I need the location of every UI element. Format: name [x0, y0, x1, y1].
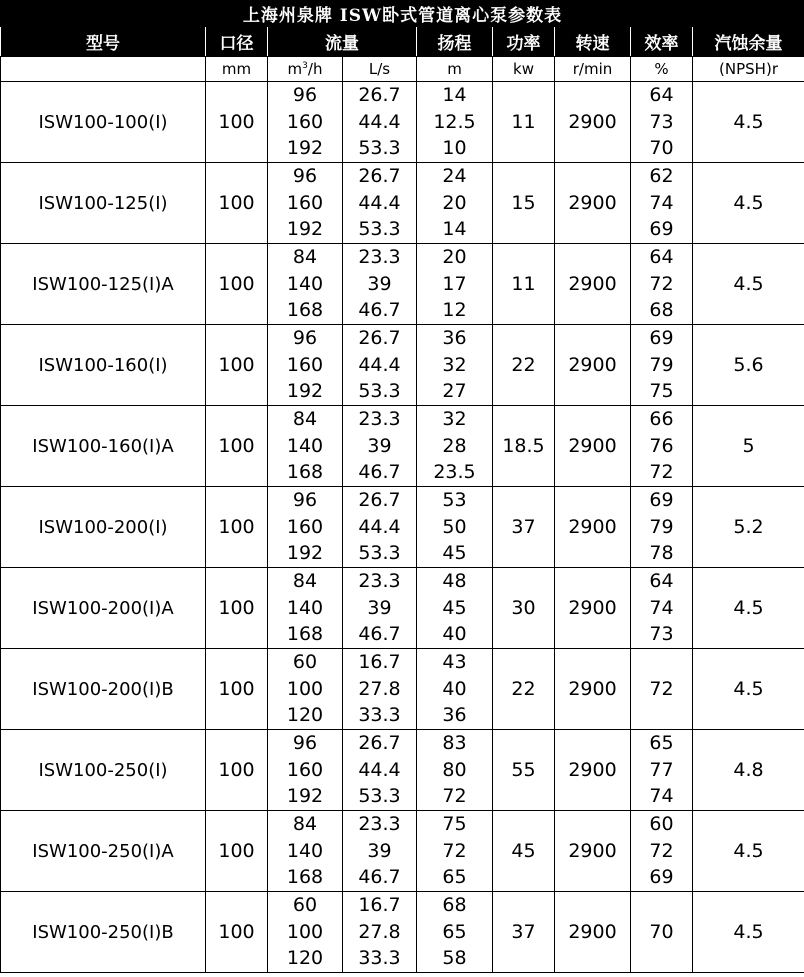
cell-model: ISW100-250(I)B: [1, 892, 206, 973]
cell-efficiency-value: 68: [649, 299, 674, 322]
cell-model: ISW100-160(I): [1, 325, 206, 406]
cell-model: ISW100-100(I): [1, 82, 206, 163]
cell-flow-ls-value: 39: [367, 434, 392, 457]
cell-head-value: 17: [442, 272, 467, 295]
cell-head-value: 83: [442, 732, 467, 754]
cell-head-value: 58: [442, 947, 467, 970]
cell-flow-ls: [343, 406, 417, 487]
cell-flow-m3h-value: 84: [292, 408, 318, 430]
cell-head-value: 14: [442, 84, 467, 106]
cell-flow-ls-value: 44.4: [358, 515, 401, 538]
cell-flow-ls: [343, 568, 417, 649]
cell-head: [417, 406, 493, 487]
cell-flow-ls-value: 39: [367, 596, 392, 619]
cell-flow-ls-value: 16.7: [358, 651, 401, 673]
cell-flow-ls: [343, 487, 417, 568]
unit-speed: r/min: [555, 57, 631, 82]
cell-flow-ls-value: 16.7: [358, 894, 401, 916]
cell-npsh: 4.5: [693, 892, 804, 973]
cell-head-value: 12: [442, 299, 467, 322]
cell-npsh: 5.2: [693, 487, 804, 568]
table-row: [1, 406, 804, 487]
header-flow: 流量: [268, 27, 417, 57]
cell-head-value: 45: [442, 542, 467, 565]
cell-flow-m3h-value: 192: [286, 380, 324, 403]
cell-power: 11: [493, 244, 555, 325]
cell-bore: 100: [206, 811, 268, 892]
cell-flow-m3h-value: 96: [292, 327, 318, 349]
cell-flow-m3h-value: 84: [292, 246, 318, 268]
cell-flow-m3h: [268, 730, 343, 811]
cell-flow-m3h-value: 120: [286, 704, 324, 727]
cell-flow-ls-value: 26.7: [358, 732, 401, 754]
cell-head-value: 48: [442, 570, 467, 592]
cell-speed: 2900: [555, 325, 631, 406]
cell-head: [417, 487, 493, 568]
cell-head-value: 20: [442, 246, 467, 268]
cell-head-value: 75: [442, 813, 467, 835]
cell-head-value: 53: [442, 489, 467, 511]
cell-flow-m3h-value: 140: [286, 434, 324, 457]
cell-power: 45: [493, 811, 555, 892]
cell-efficiency-value: 74: [649, 191, 674, 214]
cell-efficiency: [631, 244, 693, 325]
cell-head: [417, 82, 493, 163]
cell-flow-m3h-value: 140: [286, 596, 324, 619]
cell-model: ISW100-200(I): [1, 487, 206, 568]
table-row: [1, 244, 804, 325]
cell-npsh: 4.5: [693, 649, 804, 730]
cell-flow-ls-value: 27.8: [358, 920, 401, 943]
cell-flow-m3h-value: 140: [286, 839, 324, 862]
cell-speed: 2900: [555, 82, 631, 163]
table-row: [1, 163, 804, 244]
cell-flow-m3h-value: 120: [286, 947, 324, 970]
table-row: [1, 82, 804, 163]
cell-flow-m3h-value: 96: [292, 732, 318, 754]
cell-flow-m3h-value: 100: [286, 920, 324, 943]
header-speed: 转速: [555, 27, 631, 57]
cell-efficiency-value: 74: [649, 785, 674, 808]
cell-efficiency-value: 77: [649, 758, 674, 781]
cell-power: 15: [493, 163, 555, 244]
cell-bore: 100: [206, 163, 268, 244]
cell-flow-ls-value: 46.7: [358, 461, 401, 484]
table-row: [1, 325, 804, 406]
cell-flow-ls-value: 46.7: [358, 299, 401, 322]
cell-head-value: 36: [442, 327, 467, 349]
cell-head-value: 40: [442, 623, 467, 646]
cell-head: [417, 163, 493, 244]
cell-bore: 100: [206, 649, 268, 730]
cell-model: ISW100-125(I): [1, 163, 206, 244]
cell-flow-ls: [343, 892, 417, 973]
cell-efficiency-value: 72: [649, 461, 674, 484]
cell-flow-ls-value: 44.4: [358, 191, 401, 214]
cell-flow-ls-value: 53.3: [358, 542, 401, 565]
cell-head-value: 80: [442, 758, 467, 781]
cell-flow-ls-value: 44.4: [358, 353, 401, 376]
cell-efficiency-value: 72: [649, 272, 674, 295]
cell-head-value: 43: [442, 651, 467, 673]
cell-power: 22: [493, 325, 555, 406]
cell-efficiency: [631, 406, 693, 487]
cell-flow-ls-value: 46.7: [358, 866, 401, 889]
cell-head-value: 50: [442, 515, 467, 538]
cell-efficiency-value: 70: [649, 920, 674, 943]
cell-flow-m3h-value: 168: [286, 866, 324, 889]
cell-efficiency-value: 62: [649, 165, 674, 187]
header-row: [1, 27, 804, 57]
table-title: 上海州泉牌 ISW卧式管道离心泵参数表: [1, 1, 804, 27]
cell-npsh: 5: [693, 406, 804, 487]
cell-npsh: 4.5: [693, 163, 804, 244]
cell-power: 55: [493, 730, 555, 811]
cell-head-value: 23.5: [433, 461, 476, 484]
cell-efficiency-value: 64: [649, 84, 674, 106]
cell-flow-m3h-value: 96: [292, 165, 318, 187]
cell-efficiency: [631, 811, 693, 892]
cell-efficiency: [631, 82, 693, 163]
cell-flow-m3h-value: 192: [286, 218, 324, 241]
cell-flow-m3h-value: 160: [286, 758, 324, 781]
cell-head: [417, 325, 493, 406]
unit-model-empty: [1, 57, 206, 82]
cell-efficiency: [631, 568, 693, 649]
cell-head: [417, 649, 493, 730]
cell-flow-m3h-value: 168: [286, 623, 324, 646]
cell-bore: 100: [206, 325, 268, 406]
cell-head: [417, 892, 493, 973]
cell-flow-m3h-value: 168: [286, 299, 324, 322]
header-power: 功率: [493, 27, 555, 57]
cell-flow-ls-value: 53.3: [358, 785, 401, 808]
cell-flow-ls-value: 26.7: [358, 489, 401, 511]
cell-bore: 100: [206, 487, 268, 568]
unit-bore: mm: [206, 57, 268, 82]
cell-flow-m3h-value: 100: [286, 677, 324, 700]
cell-bore: 100: [206, 568, 268, 649]
cell-power: 30: [493, 568, 555, 649]
cell-flow-ls-value: 23.3: [358, 813, 401, 835]
cell-power: 22: [493, 649, 555, 730]
table-row: [1, 811, 804, 892]
cell-npsh: 4.5: [693, 244, 804, 325]
cell-bore: 100: [206, 730, 268, 811]
cell-npsh: 4.5: [693, 82, 804, 163]
cell-power: 18.5: [493, 406, 555, 487]
cell-flow-m3h-value: 160: [286, 110, 324, 133]
unit-flow-m3h-sup: 3: [302, 61, 308, 71]
cell-npsh: 4.5: [693, 811, 804, 892]
cell-flow-ls-value: 27.8: [358, 677, 401, 700]
cell-flow-ls-value: 39: [367, 839, 392, 862]
cell-flow-ls-value: 23.3: [358, 408, 401, 430]
unit-efficiency: %: [631, 57, 693, 82]
cell-head-value: 36: [442, 704, 467, 727]
cell-flow-m3h: [268, 406, 343, 487]
title-row: [1, 1, 804, 27]
cell-speed: 2900: [555, 649, 631, 730]
cell-head: [417, 730, 493, 811]
cell-head-value: 72: [442, 785, 467, 808]
cell-flow-ls-value: 26.7: [358, 84, 401, 106]
cell-flow-m3h-value: 192: [286, 542, 324, 565]
cell-flow-ls-value: 53.3: [358, 218, 401, 241]
unit-flow-m3h-suffix: /h: [307, 60, 323, 78]
cell-flow-ls: [343, 730, 417, 811]
cell-flow-m3h-value: 192: [286, 137, 324, 160]
cell-flow-ls-value: 44.4: [358, 758, 401, 781]
cell-efficiency-value: 75: [649, 380, 674, 403]
cell-speed: 2900: [555, 406, 631, 487]
cell-flow-m3h: [268, 325, 343, 406]
cell-flow-m3h-value: 168: [286, 461, 324, 484]
cell-head-value: 10: [442, 137, 467, 160]
cell-head: [417, 811, 493, 892]
cell-flow-m3h: [268, 892, 343, 973]
unit-power: kw: [493, 57, 555, 82]
cell-efficiency-value: 69: [649, 327, 674, 349]
cell-speed: 2900: [555, 244, 631, 325]
units-row: [1, 57, 804, 82]
cell-head-value: 12.5: [433, 110, 476, 133]
header-head: 扬程: [417, 27, 493, 57]
cell-power: 37: [493, 892, 555, 973]
cell-model: ISW100-125(I)A: [1, 244, 206, 325]
cell-power: 37: [493, 487, 555, 568]
cell-flow-m3h-value: 160: [286, 191, 324, 214]
cell-flow-ls-value: 26.7: [358, 327, 401, 349]
unit-flow-m3h-prefix: m: [287, 60, 303, 78]
cell-flow-m3h-value: 160: [286, 353, 324, 376]
cell-flow-ls-value: 39: [367, 272, 392, 295]
cell-efficiency-value: 73: [649, 623, 674, 646]
cell-efficiency-value: 78: [649, 542, 674, 565]
cell-head: [417, 244, 493, 325]
cell-efficiency-value: 66: [649, 408, 674, 430]
cell-efficiency-value: 69: [649, 489, 674, 511]
cell-efficiency-value: 70: [649, 137, 674, 160]
cell-efficiency: [631, 163, 693, 244]
cell-speed: 2900: [555, 163, 631, 244]
cell-efficiency-value: 72: [649, 677, 674, 700]
table-row: [1, 649, 804, 730]
cell-efficiency: [631, 649, 693, 730]
cell-efficiency-value: 79: [649, 515, 674, 538]
header-model: 型号: [1, 27, 206, 57]
cell-efficiency-value: 64: [649, 570, 674, 592]
cell-efficiency: [631, 487, 693, 568]
cell-bore: 100: [206, 892, 268, 973]
cell-bore: 100: [206, 82, 268, 163]
cell-model: ISW100-200(I)B: [1, 649, 206, 730]
table-row: [1, 487, 804, 568]
cell-flow-ls-value: 33.3: [358, 704, 401, 727]
cell-bore: 100: [206, 406, 268, 487]
cell-npsh: 4.8: [693, 730, 804, 811]
unit-npsh: (NPSH)r: [693, 57, 804, 82]
cell-npsh: 4.5: [693, 568, 804, 649]
cell-speed: 2900: [555, 892, 631, 973]
cell-flow-m3h-value: 160: [286, 515, 324, 538]
cell-head-value: 27: [442, 380, 467, 403]
cell-flow-m3h: [268, 82, 343, 163]
cell-flow-ls: [343, 163, 417, 244]
cell-flow-m3h: [268, 487, 343, 568]
cell-efficiency-value: 73: [649, 110, 674, 133]
cell-model: ISW100-250(I)A: [1, 811, 206, 892]
unit-head: m: [417, 57, 493, 82]
cell-efficiency-value: 60: [649, 813, 674, 835]
cell-flow-m3h-value: 96: [292, 84, 318, 106]
cell-flow-m3h-value: 60: [292, 894, 318, 916]
cell-head-value: 68: [442, 894, 467, 916]
header-bore: 口径: [206, 27, 268, 57]
cell-flow-m3h: [268, 649, 343, 730]
cell-power: 11: [493, 82, 555, 163]
cell-head-value: 32: [442, 353, 467, 376]
cell-flow-m3h-value: 140: [286, 272, 324, 295]
cell-efficiency-value: 74: [649, 596, 674, 619]
cell-flow-ls-value: 53.3: [358, 137, 401, 160]
cell-flow-ls-value: 23.3: [358, 570, 401, 592]
cell-flow-m3h-value: 84: [292, 813, 318, 835]
cell-flow-ls: [343, 811, 417, 892]
cell-flow-ls: [343, 244, 417, 325]
cell-head-value: 28: [442, 434, 467, 457]
cell-efficiency-value: 72: [649, 839, 674, 862]
cell-speed: 2900: [555, 811, 631, 892]
cell-flow-ls-value: 23.3: [358, 246, 401, 268]
cell-flow-ls-value: 33.3: [358, 947, 401, 970]
cell-flow-ls-value: 44.4: [358, 110, 401, 133]
cell-head-value: 24: [442, 165, 467, 187]
cell-efficiency-value: 65: [649, 732, 674, 754]
cell-head-value: 45: [442, 596, 467, 619]
cell-flow-m3h: [268, 244, 343, 325]
cell-flow-m3h: [268, 568, 343, 649]
cell-flow-ls: [343, 325, 417, 406]
cell-model: ISW100-200(I)A: [1, 568, 206, 649]
cell-head-value: 72: [442, 839, 467, 862]
cell-efficiency: [631, 892, 693, 973]
cell-efficiency-value: 69: [649, 866, 674, 889]
cell-flow-m3h-value: 60: [292, 651, 318, 673]
table-row: [1, 730, 804, 811]
header-efficiency: 效率: [631, 27, 693, 57]
header-npsh: 汽蚀余量: [693, 27, 804, 57]
cell-head-value: 65: [442, 866, 467, 889]
cell-npsh: 5.6: [693, 325, 804, 406]
cell-speed: 2900: [555, 730, 631, 811]
cell-flow-m3h-value: 84: [292, 570, 318, 592]
unit-flow-m3h: [268, 57, 343, 82]
cell-efficiency-value: 76: [649, 434, 674, 457]
cell-flow-m3h: [268, 811, 343, 892]
cell-flow-ls-value: 46.7: [358, 623, 401, 646]
cell-model: ISW100-160(I)A: [1, 406, 206, 487]
cell-efficiency: [631, 325, 693, 406]
cell-head-value: 40: [442, 677, 467, 700]
cell-head-value: 14: [442, 218, 467, 241]
cell-model: ISW100-250(I): [1, 730, 206, 811]
cell-flow-m3h-value: 192: [286, 785, 324, 808]
cell-speed: 2900: [555, 487, 631, 568]
cell-head-value: 20: [442, 191, 467, 214]
cell-efficiency-value: 69: [649, 218, 674, 241]
cell-head-value: 32: [442, 408, 467, 430]
cell-head-value: 65: [442, 920, 467, 943]
cell-flow-ls-value: 26.7: [358, 165, 401, 187]
cell-flow-m3h: [268, 163, 343, 244]
cell-speed: 2900: [555, 568, 631, 649]
cell-flow-m3h-value: 96: [292, 489, 318, 511]
cell-flow-ls: [343, 649, 417, 730]
table-row: [1, 568, 804, 649]
cell-efficiency-value: 79: [649, 353, 674, 376]
cell-bore: 100: [206, 244, 268, 325]
cell-flow-ls-value: 53.3: [358, 380, 401, 403]
cell-head: [417, 568, 493, 649]
cell-efficiency: [631, 730, 693, 811]
table-row: [1, 892, 804, 973]
cell-efficiency-value: 64: [649, 246, 674, 268]
unit-flow-ls: L/s: [343, 57, 417, 82]
cell-flow-ls: [343, 82, 417, 163]
